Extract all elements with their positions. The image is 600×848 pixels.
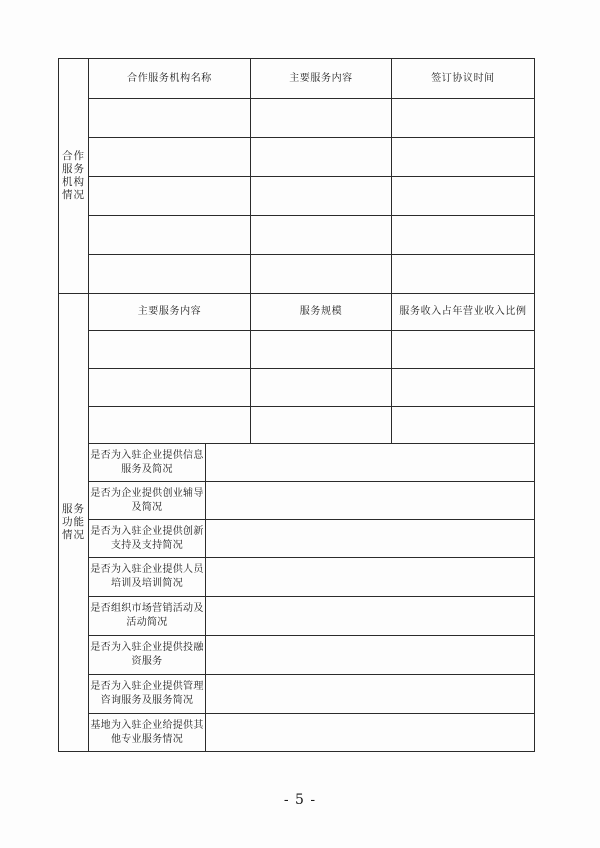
agreement-time-cell[interactable]: [392, 216, 535, 255]
section2-header-row: [59, 294, 535, 331]
question-innovation-support: 是否为入驻企业提供创新支持及支持简况: [89, 520, 206, 558]
question-marketing-activities: 是否组织市场营销活动及活动简况: [89, 597, 206, 636]
partner-name-cell[interactable]: [89, 138, 251, 177]
answer-cell[interactable]: [206, 482, 535, 520]
section1-header-row: [59, 59, 535, 99]
question-row: [59, 558, 535, 597]
table-row: [59, 331, 535, 369]
table-row: [59, 216, 535, 255]
question-staff-training: 是否为入驻企业提供人员培训及培训简况: [89, 558, 206, 597]
page-number: - 5 -: [283, 792, 317, 808]
section2-label: 服务功能情况: [62, 502, 85, 541]
main-service-cell[interactable]: [251, 177, 392, 216]
question-info-service: 是否为入驻企业提供信息服务及简况: [89, 444, 206, 482]
partner-name-cell[interactable]: [89, 177, 251, 216]
service-scale-cell[interactable]: [251, 407, 392, 444]
service-content-cell[interactable]: [89, 407, 251, 444]
agreement-time-cell[interactable]: [392, 99, 535, 138]
question-other-services: 基地为入驻企业给提供其他专业服务情况: [89, 714, 206, 752]
question-row: [59, 675, 535, 714]
header-main-service-content: 主要服务内容: [89, 294, 251, 331]
question-row: [59, 520, 535, 558]
header-service-scale: 服务规模: [251, 294, 392, 331]
table-row: [59, 255, 535, 294]
table-row: [59, 138, 535, 177]
agreement-time-cell[interactable]: [392, 255, 535, 294]
table-row: [59, 369, 535, 407]
answer-cell[interactable]: [206, 636, 535, 675]
service-content-cell[interactable]: [89, 369, 251, 407]
revenue-ratio-cell[interactable]: [392, 407, 535, 444]
main-service-cell[interactable]: [251, 138, 392, 177]
answer-cell[interactable]: [206, 675, 535, 714]
answer-cell[interactable]: [206, 444, 535, 482]
service-content-cell[interactable]: [89, 331, 251, 369]
service-scale-cell[interactable]: [251, 331, 392, 369]
answer-cell[interactable]: [206, 714, 535, 752]
question-row: [59, 636, 535, 675]
question-row: [59, 444, 535, 482]
header-partner-name: 合作服务机构名称: [89, 59, 251, 99]
table-row: [59, 407, 535, 444]
question-management-consulting: 是否为入驻企业提供管理咨询服务及服务简况: [89, 675, 206, 714]
table-row: [59, 177, 535, 216]
main-service-cell[interactable]: [251, 255, 392, 294]
main-service-cell[interactable]: [251, 216, 392, 255]
question-row: [59, 597, 535, 636]
section2-label-cell: [59, 294, 89, 752]
table-row: [59, 99, 535, 138]
question-startup-coaching: 是否为企业提供创业辅导及简况: [89, 482, 206, 520]
service-scale-cell[interactable]: [251, 369, 392, 407]
partner-name-cell[interactable]: [89, 216, 251, 255]
section1-label: 合作服务机构情况: [62, 149, 85, 201]
header-revenue-ratio: 服务收入占年营业收入比例: [392, 294, 535, 331]
revenue-ratio-cell[interactable]: [392, 331, 535, 369]
partner-name-cell[interactable]: [89, 99, 251, 138]
agreement-time-cell[interactable]: [392, 177, 535, 216]
question-financing-service: 是否为入驻企业提供投融资服务: [89, 636, 206, 675]
section1-label-cell: [59, 59, 89, 294]
service-info-table: [58, 58, 535, 752]
header-main-service: 主要服务内容: [251, 59, 392, 99]
main-service-cell[interactable]: [251, 99, 392, 138]
partner-name-cell[interactable]: [89, 255, 251, 294]
answer-cell[interactable]: [206, 558, 535, 597]
answer-cell[interactable]: [206, 520, 535, 558]
answer-cell[interactable]: [206, 597, 535, 636]
revenue-ratio-cell[interactable]: [392, 369, 535, 407]
question-row: [59, 482, 535, 520]
agreement-time-cell[interactable]: [392, 138, 535, 177]
question-row: [59, 714, 535, 752]
header-agreement-time: 签订协议时间: [392, 59, 535, 99]
